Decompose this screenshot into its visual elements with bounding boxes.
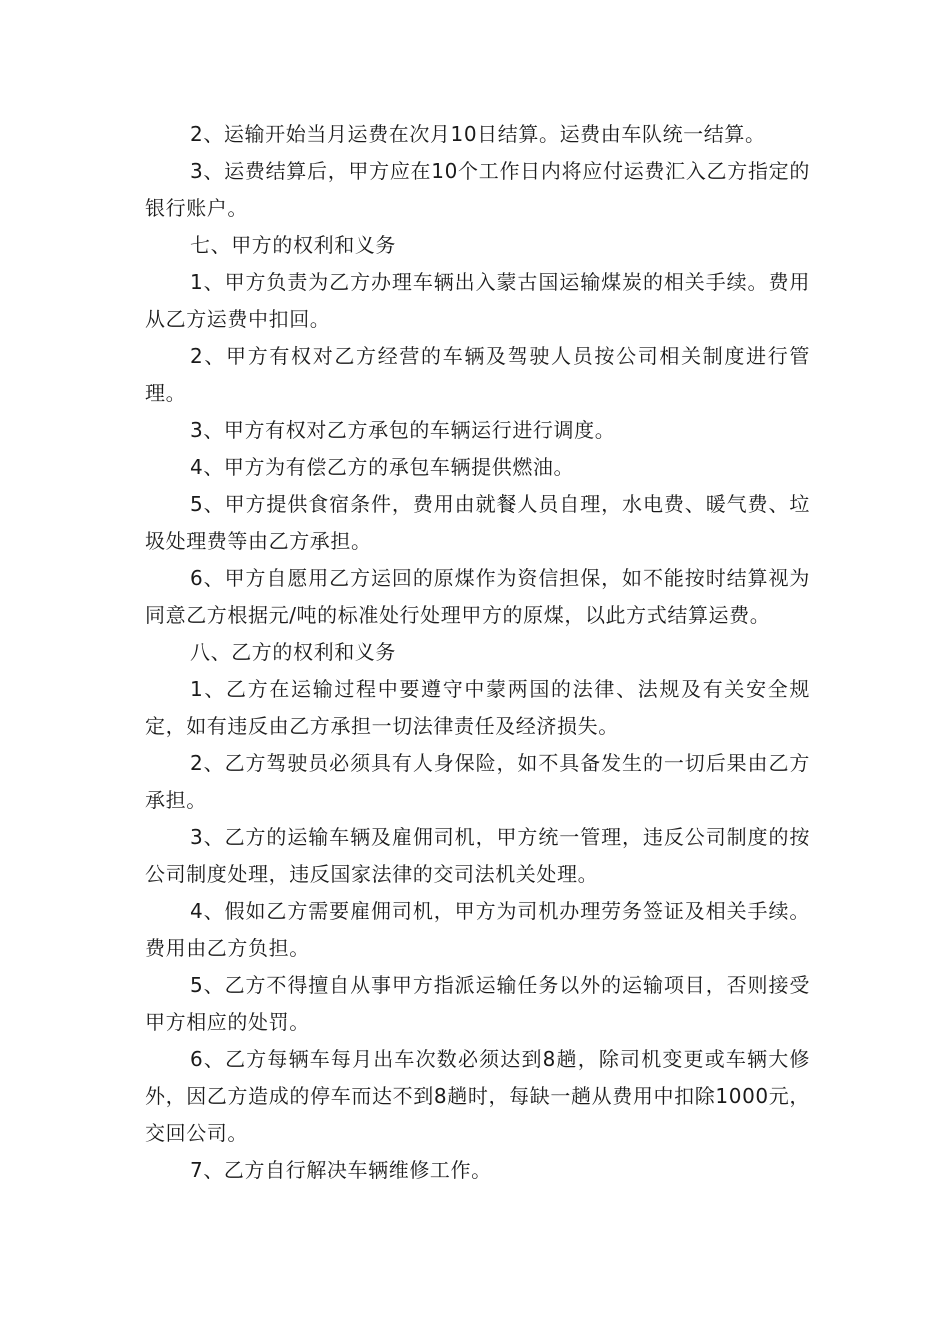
paragraph-a-1: 1、甲方负责为乙方办理车辆出入蒙古国运输煤炭的相关手续。费用从乙方运费中扣回。: [145, 270, 810, 331]
paragraph-b-4: 4、假如乙方需要雇佣司机，甲方为司机办理劳务签证及相关手续。费用由乙方负担。: [145, 899, 810, 960]
paragraph-b-1: 1、乙方在运输过程中要遵守中蒙两国的法律、法规及有关安全规定，如有违反由乙方承担一切法律责任及经济损失。: [145, 677, 810, 738]
paragraph-b-6: 6、乙方每辆车每月出车次数必须达到8趟，除司机变更或车辆大修外，因乙方造成的停车而达不到8趟时，每缺一趟从费用中扣除1000元，交回公司。: [145, 1047, 810, 1145]
section-heading-party-b: 八、乙方的权利和义务: [190, 640, 396, 664]
paragraph-b-7: 7、乙方自行解决车辆维修工作。: [190, 1158, 492, 1182]
document-body: [145, 116, 810, 1189]
paragraph-freight-payment: 3、运费结算后，甲方应在10个工作日内将应付运费汇入乙方指定的银行账户。: [145, 159, 810, 220]
paragraph-b-5: 5、乙方不得擅自从事甲方指派运输任务以外的运输项目，否则接受甲方相应的处罚。: [145, 973, 810, 1034]
paragraph-a-3: 3、甲方有权对乙方承包的车辆运行进行调度。: [190, 418, 616, 442]
paragraph-b-2: 2、乙方驾驶员必须具有人身保险，如不具备发生的一切后果由乙方承担。: [145, 751, 810, 812]
paragraph-a-5: 5、甲方提供食宿条件，费用由就餐人员自理，水电费、暖气费、垃圾处理费等由乙方承担。: [145, 492, 810, 553]
paragraph-b-3: 3、乙方的运输车辆及雇佣司机，甲方统一管理，违反公司制度的按公司制度处理，违反国家法律的交司法机关处理。: [145, 825, 810, 886]
paragraph-freight-settlement-date: 2、运输开始当月运费在次月10日结算。运费由车队统一结算。: [190, 122, 766, 146]
section-heading-party-a: 七、甲方的权利和义务: [190, 233, 396, 257]
paragraph-a-4: 4、甲方为有偿乙方的承包车辆提供燃油。: [190, 455, 575, 479]
paragraph-a-6: 6、甲方自愿用乙方运回的原煤作为资信担保，如不能按时结算视为同意乙方根据元/吨的标准处行处理甲方的原煤，以此方式结算运费。: [145, 566, 810, 627]
paragraph-a-2: 2、甲方有权对乙方经营的车辆及驾驶人员按公司相关制度进行管理。: [145, 344, 810, 405]
